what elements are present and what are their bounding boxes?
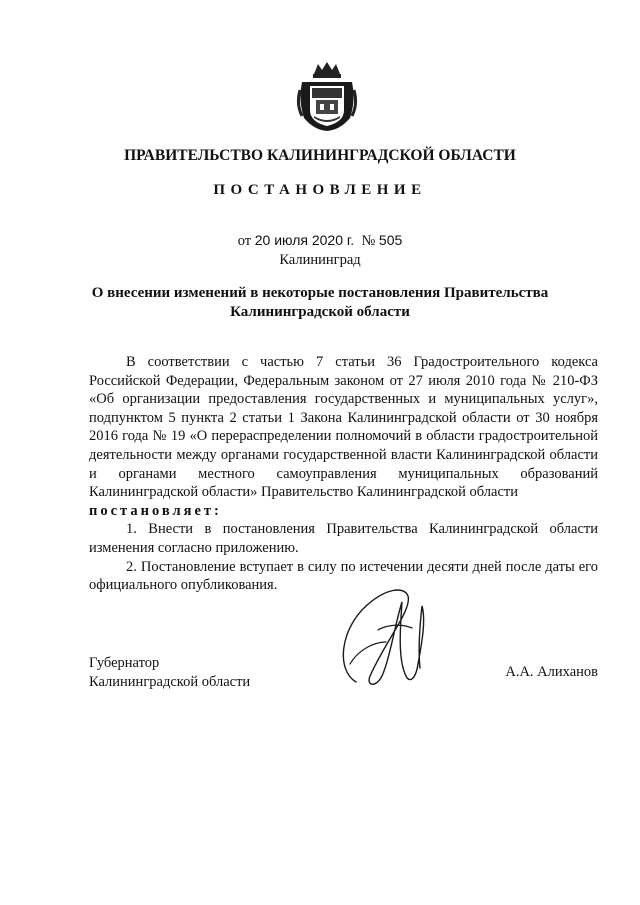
preamble-paragraph: В соответствии с частью 7 статьи 36 Градостроительного кодекса Российской Федерации, Федеральным законом от 27 июля 2010 года № 210-ФЗ «Об организации предоставления государственных и муниципальных услуг», подпунктом 5 пункта 2 статьи 1 Закона Калининградской области от 30 ноября 2016 года № 19 «О перераспределении полномочий в области градостроительной деятельности между органами государственной власти Калининградской области и органами местного самоуправления муниципальных образований Калининградской области» Правительство Калининградской области [89, 354, 598, 501]
decree-subject [0, 284, 640, 322]
number-sign: № [361, 233, 376, 249]
signatory-title-line-1: Губернатор [89, 655, 160, 671]
signatory-title [89, 654, 250, 692]
coat-of-arms-icon [296, 60, 358, 132]
signatory-title-line-2: Калининградской области [89, 674, 251, 690]
decree-body [89, 353, 598, 595]
date-line [0, 232, 640, 250]
number-value: 505 [378, 232, 403, 248]
handwritten-signature [326, 580, 438, 692]
subject-line-1: О внесении изменений в некоторые постановления Правительства [91, 285, 549, 301]
signatory-name: А.А. Алиханов [505, 664, 598, 680]
item-1: 1. Внести в постановления Правительства Калининградской области изменения согласно приложению. [89, 521, 598, 556]
date-value: 20 июля 2020 г. [254, 232, 355, 248]
date-prefix: от [237, 233, 252, 249]
subject-line-2: Калининградской области [230, 304, 410, 320]
decrees-word: постановляет: [89, 502, 222, 519]
city: Калининград [279, 252, 361, 268]
government-title: ПРАВИТЕЛЬСТВО КАЛИНИНГРАДСКОЙ ОБЛАСТИ [124, 147, 516, 164]
document-type: ПОСТАНОВЛЕНИЕ [213, 182, 427, 198]
item-2: 2. Постановление вступает в силу по истечении десяти дней после даты его официального опубликования. [89, 558, 598, 594]
